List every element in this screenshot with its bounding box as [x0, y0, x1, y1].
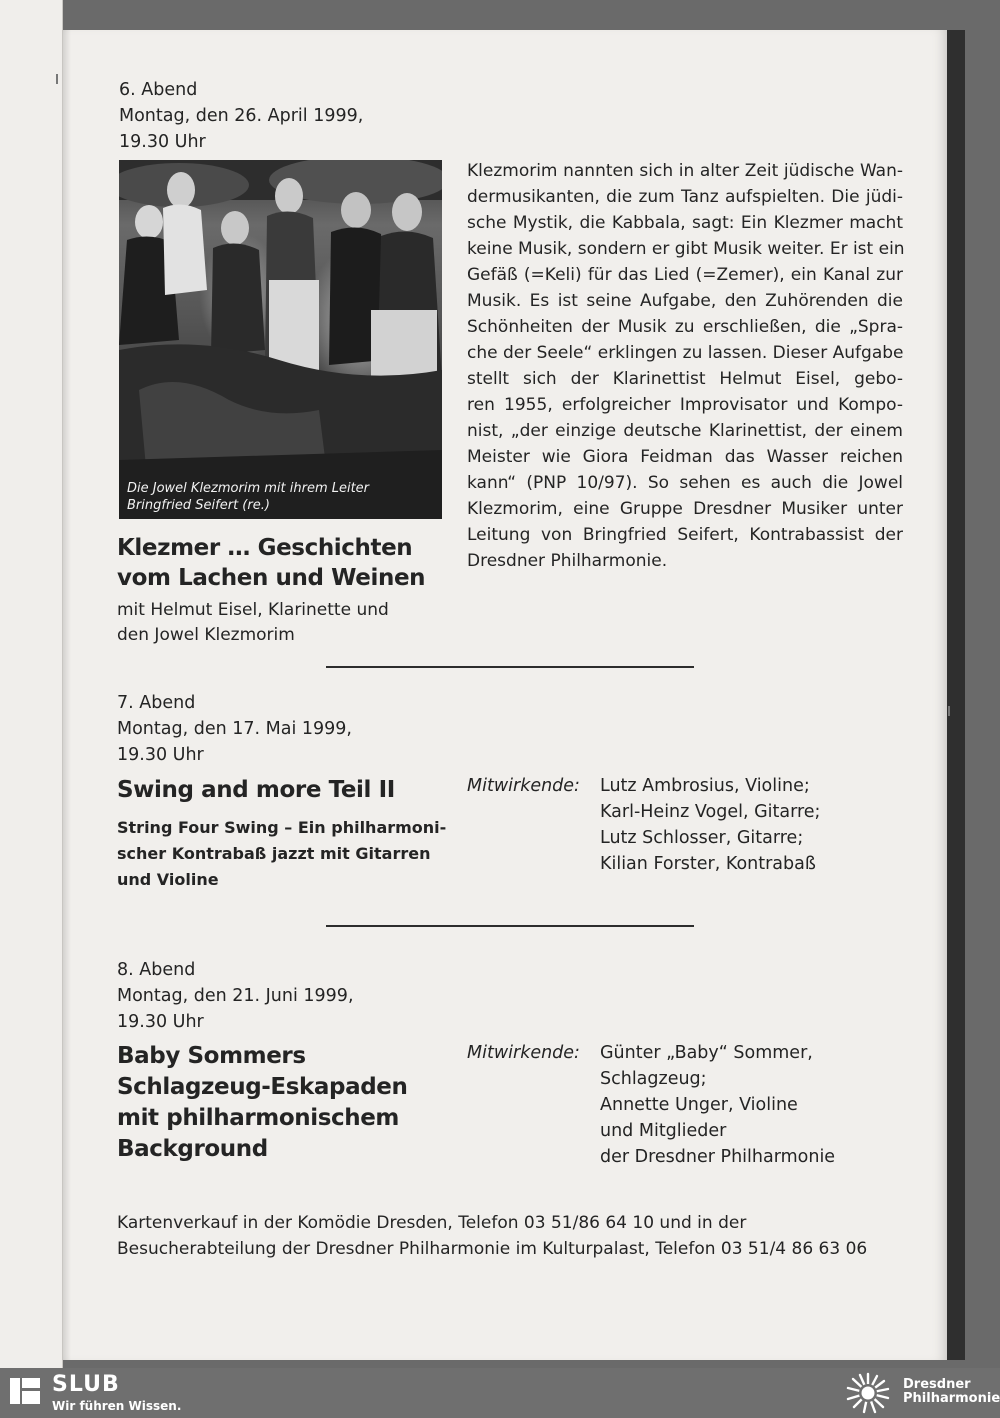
- evening-8-title-line-1: Baby Sommers: [117, 1043, 306, 1069]
- ticket-info-line-2: Besucherabteilung der Dresdner Philharmonie im Kulturpalast, Telefon 03 51/4 86 63 06: [117, 1239, 868, 1259]
- performer-item: Lutz Schlosser, Gitarre;: [600, 828, 804, 848]
- description-line: Klezmorim, eine Gruppe Dresdner Musiker unter: [467, 499, 903, 519]
- evening-7-subtitle-line-2: scher Kontrabaß jazzt mit Gitarren: [117, 844, 431, 863]
- description-line: dermusikanten, die zum Tanz aufspielten. Die jüdi-: [467, 187, 903, 207]
- evening-6-title-line-2: vom Lachen und Weinen: [117, 565, 426, 591]
- performer-item: Günter „Baby“ Sommer,: [600, 1043, 813, 1063]
- evening-8-performers-label: Mitwirkende:: [467, 1043, 580, 1063]
- evening-8-label: 8. Abend: [117, 960, 196, 980]
- band-silhouettes: [119, 160, 442, 519]
- description-line: Dresdner Philharmonie.: [467, 551, 668, 571]
- evening-7-subtitle-line-1: String Four Swing – Ein philharmoni-: [117, 818, 447, 837]
- evening-6-title-line-1: Klezmer … Geschichten: [117, 535, 413, 561]
- evening-6-subtitle-line-2: den Jowel Klezmorim: [117, 625, 295, 645]
- slub-claim: Wir führen Wissen.: [52, 1399, 182, 1413]
- description-line: nist, „der einzige deutsche Klarinettist, der einem: [467, 421, 903, 441]
- performer-item: Karl-Heinz Vogel, Gitarre;: [600, 802, 821, 822]
- evening-8-title-line-3: mit philharmonischem: [117, 1105, 399, 1131]
- slub-name[interactable]: SLUB: [52, 1372, 120, 1397]
- punch-mark: [56, 74, 58, 84]
- performer-item: Annette Unger, Violine: [600, 1095, 798, 1115]
- evening-8-date: Montag, den 21. Juni 1999,: [117, 986, 354, 1006]
- description-line: Musik. Es ist seine Aufgabe, den Zuhörenden die: [467, 291, 903, 311]
- description-line: stellt sich der Klarinettist Helmut Eisel, gebo-: [467, 369, 903, 389]
- evening-7-subtitle-line-3: und Violine: [117, 870, 219, 889]
- description-line: Schönheiten der Musik zu erschließen, die „Spra-: [467, 317, 903, 337]
- sun-logo-icon[interactable]: [842, 1372, 894, 1414]
- description-line: sche Mystik, die Kabbala, sagt: Ein Klezmer macht: [467, 213, 903, 233]
- description-line: Klezmorim nannten sich in alter Zeit jüdische Wan-: [467, 161, 903, 181]
- evening-6-date: Montag, den 26. April 1999,: [119, 106, 364, 126]
- evening-6-subtitle-line-1: mit Helmut Eisel, Klarinette und: [117, 600, 389, 620]
- punch-mark: [948, 706, 950, 716]
- description-line: Meister wie Giora Feidman das Wasser reichen: [467, 447, 903, 467]
- description-line: che der Seele“ erklingen zu lassen. Dieser Aufgabe: [467, 343, 904, 363]
- evening-8-title-line-2: Schlagzeug-Eskapaden: [117, 1074, 408, 1100]
- performer-item: der Dresdner Philharmonie: [600, 1147, 836, 1167]
- evening-7-date: Montag, den 17. Mai 1999,: [117, 719, 352, 739]
- evening-8-title-line-4: Background: [117, 1136, 268, 1162]
- ticket-info-line-1: Kartenverkauf in der Komödie Dresden, Telefon 03 51/86 64 10 und in der: [117, 1213, 747, 1233]
- page-spine-shadow: [63, 30, 71, 1360]
- evening-7-title: Swing and more Teil II: [117, 777, 395, 803]
- dp-name-line-1[interactable]: Dresdner: [903, 1377, 971, 1392]
- evening-8-time: 19.30 Uhr: [117, 1012, 204, 1032]
- description-line: Gefäß (=Keli) für das Lied (=Zemer), ein Kanal zur: [467, 265, 903, 285]
- description-line: Leitung von Bringfried Seifert, Kontrabassist der: [467, 525, 903, 545]
- band-photo: [119, 160, 442, 519]
- section-divider: [326, 925, 694, 927]
- description-line: kann“ (PNP 10/97). So sehen es auch die Jowel: [467, 473, 903, 493]
- footer-bar: [0, 1368, 1000, 1418]
- description-line: keine Musik, sondern er gibt Musik weiter. Er ist ein: [467, 239, 905, 259]
- performer-item: Lutz Ambrosius, Violine;: [600, 776, 810, 796]
- description-line: ren 1955, erfolgreicher Improvisator und Kompo-: [467, 395, 903, 415]
- evening-6-label: 6. Abend: [119, 80, 198, 100]
- performer-item: Schlagzeug;: [600, 1069, 707, 1089]
- slub-logo-icon[interactable]: [8, 1374, 42, 1408]
- facing-page-edge: [0, 0, 63, 1368]
- page-right-edge: [947, 30, 965, 1360]
- performer-item: Kilian Forster, Kontrabaß: [600, 854, 816, 874]
- evening-6-time: 19.30 Uhr: [119, 132, 206, 152]
- evening-7-time: 19.30 Uhr: [117, 745, 204, 765]
- section-divider: [326, 666, 694, 668]
- photo-caption-line-1: Die Jowel Klezmorim mit ihrem Leiter: [127, 481, 370, 496]
- photo-caption-line-2: Bringfried Seifert (re.): [127, 498, 270, 513]
- evening-7-performers-label: Mitwirkende:: [467, 776, 580, 796]
- evening-7-label: 7. Abend: [117, 693, 196, 713]
- performer-item: und Mitglieder: [600, 1121, 727, 1141]
- dp-name-line-2[interactable]: Philharmonie: [903, 1391, 1000, 1406]
- evening-6-description: [467, 158, 903, 574]
